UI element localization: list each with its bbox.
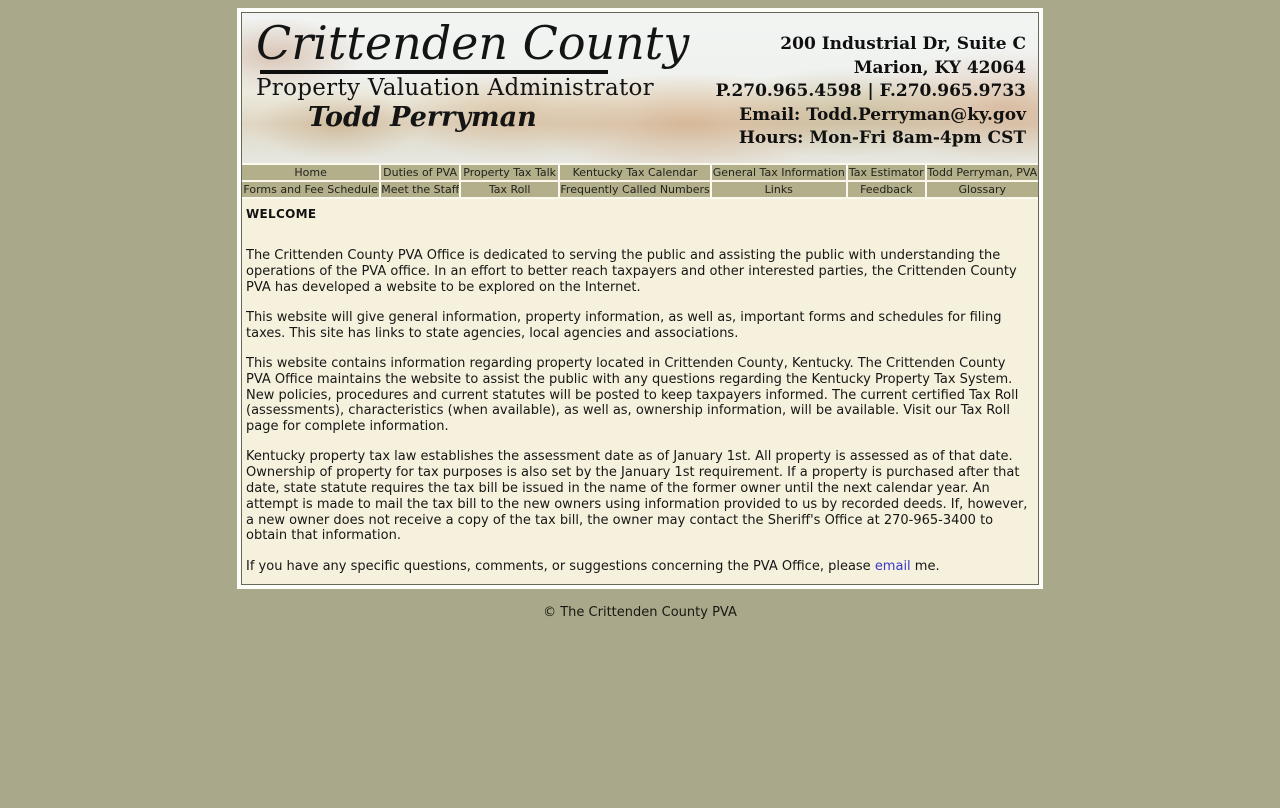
nav-kentucky-tax-calendar[interactable]: Kentucky Tax Calendar <box>560 165 709 180</box>
nav-forms-and-fee-schedule[interactable]: Forms and Fee Schedule <box>243 183 378 196</box>
closing-paragraph <box>246 559 1034 575</box>
contact-address-line2: Marion, KY 42064 <box>853 57 1026 78</box>
tax-law-paragraph: Kentucky property tax law establishes the assessment date as of January 1st. All property is assessed as of that date. Ownership of property for tax purposes is also set by the January 1st requirement. If a property is purchased after that date, state statute requires the tax bill be issued in the name of the former owner until the next calendar year. An attempt is made to mail the tax bill to the new owners using information provided to us by recorded deeds. If, however, a new owner does not receive a copy of the tax bill, the owner may contact the Sheriff's Office at 270-965-3400 to obtain that information. <box>246 449 1028 544</box>
content-inner <box>241 12 1039 585</box>
nav-general-tax-information[interactable]: General Tax Information <box>712 166 845 179</box>
contact-address-line1: 200 Industrial Dr, Suite C <box>780 34 1026 54</box>
closing-text-after: me. <box>910 558 940 574</box>
nav-tax-estimator[interactable]: Tax Estimator <box>848 166 924 179</box>
nav-row-1 <box>242 165 1038 180</box>
nav-frequently-called-numbers[interactable]: Frequently Called Numbers <box>560 183 710 196</box>
email-link[interactable]: email <box>874 558 911 574</box>
welcome-heading: WELCOME <box>246 207 317 221</box>
property-info-paragraph: This website contains information regarding property located in Crittenden County, Kentucky. The Crittenden County PVA Office maintains the website to assist the public with any questions regarding the Kentucky Property Tax System. New policies, procedures and current statutes will be posted to keep taxpayers informed. The current certified Tax Roll (assessments), characteristics (when available), as well as, ownership information, will be available. Visit our Tax Roll page for complete information. <box>246 355 1019 435</box>
nav-todd-perryman-pva[interactable]: Todd Perryman, PVA <box>927 166 1038 179</box>
contact-hours: Hours: Mon-Fri 8am-4pm CST <box>738 128 1026 148</box>
site-subtitle: Property Valuation Administrator <box>256 74 654 101</box>
contact-phone-fax: P.270.965.4598 | F.270.965.9733 <box>715 81 1026 101</box>
nav-property-tax-talk[interactable]: Property Tax Talk <box>461 165 559 180</box>
nav-glossary[interactable]: Glossary <box>927 182 1038 197</box>
closing-text-before: If you have any specific questions, comments, or suggestions concerning the PVA Office, please <box>246 558 875 574</box>
nav-links[interactable]: Links <box>712 182 846 197</box>
intro-paragraph: The Crittenden County PVA Office is dedicated to serving the public and assisting the public with understanding the operations of the PVA office. In an effort to better reach taxpayers and other interested parties, the Crittenden County PVA has developed a website to be explored on the Internet. <box>246 248 1017 295</box>
nav-tax-roll[interactable]: Tax Roll <box>461 182 559 197</box>
website-purpose-paragraph: This website will give general information, property information, as well as, important forms and schedules for filing taxes. This site has links to state agencies, local agencies and associations. <box>246 309 1002 341</box>
footer-copyright: © The Crittenden County PVA <box>543 604 737 620</box>
nav-meet-the-staff[interactable]: Meet the Staff <box>381 183 459 196</box>
main-nav <box>242 163 1038 199</box>
administrator-name: Todd Perryman <box>308 101 537 133</box>
site-banner <box>242 13 1038 163</box>
site-title: Crittenden County <box>256 16 690 70</box>
content-frame <box>237 8 1043 589</box>
nav-home[interactable]: Home <box>242 165 379 180</box>
site-logo <box>256 17 689 133</box>
nav-duties-of-pva[interactable]: Duties of PVA <box>383 166 458 179</box>
nav-row-2 <box>242 182 1038 197</box>
contact-info-block <box>716 33 1026 151</box>
contact-email: Email: Todd.Perryman@ky.gov <box>739 104 1026 125</box>
nav-feedback[interactable]: Feedback <box>848 182 925 197</box>
page-content <box>242 199 1038 584</box>
logo-underline <box>260 70 608 74</box>
